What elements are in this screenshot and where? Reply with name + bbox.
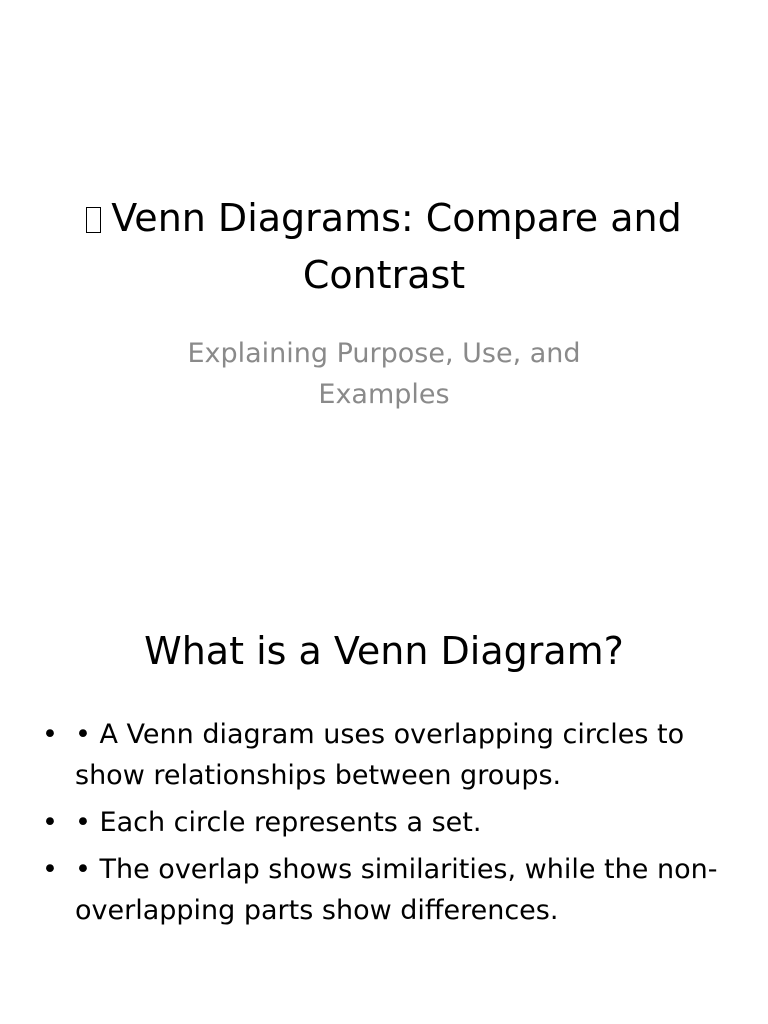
slide-title-text: Venn Diagrams: Compare and Contrast [111, 196, 682, 297]
bullet-text: • A Venn diagram uses overlapping circles to show relationships between groups. [75, 719, 685, 791]
bullet-marker: • [42, 807, 58, 838]
bullet-list [40, 714, 720, 937]
bullet-marker: • [42, 719, 58, 750]
bullet-item [40, 802, 720, 843]
bullet-item [40, 714, 720, 796]
bullet-text: • Each circle represents a set. [75, 807, 482, 838]
slide-title [60, 190, 708, 304]
slide-subtitle: Explaining Purpose, Use, and Examples [187, 338, 581, 410]
bullet-text: • The overlap shows similarities, while the non-overlapping parts show differences. [75, 854, 718, 926]
missing-glyph-icon [86, 207, 101, 233]
content-heading: What is a Venn Diagram? [144, 629, 624, 673]
content-slide [0, 512, 768, 1024]
bullet-item [40, 849, 720, 931]
bullet-marker: • [42, 854, 58, 885]
